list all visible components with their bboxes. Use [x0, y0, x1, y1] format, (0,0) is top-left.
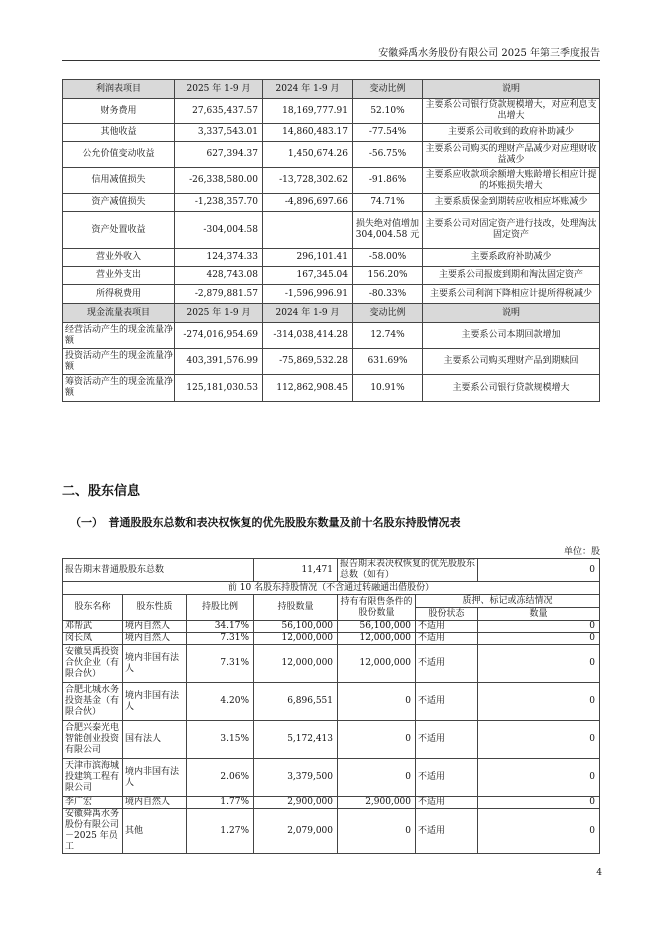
cell-nature: 国有法人 — [123, 721, 187, 759]
page-header: 安徽舜禹水务股份有限公司 2025 年第三季度报告 — [378, 48, 600, 59]
cell-change: -56.75% — [353, 142, 423, 168]
col-header-nature: 股东性质 — [123, 595, 187, 621]
cell-restricted: 0 — [338, 721, 416, 759]
cell-nature: 境内非国有法人 — [123, 645, 187, 683]
cell-name: 闵长凤 — [63, 633, 123, 645]
cell-restricted: 2,900,000 — [338, 797, 416, 809]
cell-item: 财务费用 — [63, 99, 175, 124]
cell-restricted: 12,000,000 — [338, 633, 416, 645]
cell-item: 投资活动产生的现金流量净额 — [63, 349, 175, 375]
cell-note: 主要系公司报废到期和淘汰固定资产 — [423, 267, 600, 285]
cell-qty: 2,900,000 — [254, 797, 338, 809]
cashflow-header-row — [63, 304, 600, 323]
shareholder-row — [63, 683, 600, 721]
subsection-title: （一） 普通股股东总数和表决权恢复的优先股股东数量及前十名股东持股情况表 — [70, 516, 461, 529]
cell-current: -1,238,357.70 — [175, 194, 263, 212]
header-cell-item: 现金流量表项目 — [63, 304, 175, 323]
cell-nature: 境内非国有法人 — [123, 683, 187, 721]
cell-qty: 12,000,000 — [254, 633, 338, 645]
cell-restricted: 0 — [338, 809, 416, 854]
cell-change: -77.54% — [353, 124, 423, 142]
cell-nature: 境内自然人 — [123, 633, 187, 645]
shareholder-row — [63, 633, 600, 645]
shareholder-row — [63, 721, 600, 759]
cell-qty: 56,100,000 — [254, 621, 338, 633]
cell-item: 筹资活动产生的现金流量净额 — [63, 375, 175, 402]
cell-current: -274,016,954.69 — [175, 323, 263, 349]
cell-qty: 5,172,413 — [254, 721, 338, 759]
cell-prior — [263, 212, 353, 249]
cell-note: 主要系公司购买的理财产品减少对应理财收益减少 — [423, 142, 600, 168]
cell-prior: 112,862,908.45 — [263, 375, 353, 402]
cell-restricted: 0 — [338, 683, 416, 721]
header-cell-prior: 2024 年 1-9 月 — [263, 80, 353, 99]
cell-current: 27,635,437.57 — [175, 99, 263, 124]
pref-holders-value: 0 — [478, 559, 600, 582]
page-number: 4 — [596, 868, 602, 878]
cell-note: 主要系公司银行贷款规模增大 — [423, 375, 600, 402]
cell-ratio: 1.77% — [187, 797, 254, 809]
cell-prior: -314,038,414.28 — [263, 323, 353, 349]
cell-ratio: 4.20% — [187, 683, 254, 721]
cell-change: 10.91% — [353, 375, 423, 402]
shareholder-row — [63, 797, 600, 809]
cell-prior: 296,101.41 — [263, 249, 353, 267]
cell-current: 125,181,030.53 — [175, 375, 263, 402]
cell-pledge-qty: 0 — [478, 809, 600, 854]
cell-item: 资产减值损失 — [63, 194, 175, 212]
cell-current: 3,337,543.01 — [175, 124, 263, 142]
cell-qty: 2,079,000 — [254, 809, 338, 854]
total-holders-label: 报告期末普通股股东总数 — [63, 559, 254, 582]
table-row — [63, 194, 600, 212]
cell-nature: 境内非国有法人 — [123, 759, 187, 797]
cell-prior: 14,860,483.17 — [263, 124, 353, 142]
cell-restricted: 56,100,000 — [338, 621, 416, 633]
cell-ratio: 7.31% — [187, 645, 254, 683]
header-cell-note: 说明 — [423, 304, 600, 323]
cell-prior: 18,169,777.91 — [263, 99, 353, 124]
header-cell-change: 变动比例 — [353, 80, 423, 99]
cell-prior: 1,450,674.26 — [263, 142, 353, 168]
cell-restricted: 0 — [338, 759, 416, 797]
table-row — [63, 323, 600, 349]
cell-status: 不适用 — [416, 683, 478, 721]
income-header-row — [63, 80, 600, 99]
cell-current: -26,338,580.00 — [175, 168, 263, 194]
col-header-qty: 持股数量 — [254, 595, 338, 621]
cell-status: 不适用 — [416, 797, 478, 809]
cell-pledge-qty: 0 — [478, 621, 600, 633]
cell-nature: 境内自然人 — [123, 621, 187, 633]
cell-change: 74.71% — [353, 194, 423, 212]
cell-change: 52.10% — [353, 99, 423, 124]
cell-change: -80.33% — [353, 285, 423, 304]
unit-label: 单位：股 — [563, 547, 600, 557]
cell-prior: -1,596,996.91 — [263, 285, 353, 304]
cell-current: -2,879,881.57 — [175, 285, 263, 304]
cell-note: 主要系应收款项余额增大账龄增长相应计提的坏账损失增大 — [423, 168, 600, 194]
header-cell-note: 说明 — [423, 80, 600, 99]
cell-item: 经营活动产生的现金流量净额 — [63, 323, 175, 349]
cell-current: 428,743.08 — [175, 267, 263, 285]
col-header-pledge-qty: 数量 — [478, 608, 600, 621]
cell-change: -91.86% — [353, 168, 423, 194]
cell-restricted: 12,000,000 — [338, 645, 416, 683]
cell-pledge-qty: 0 — [478, 683, 600, 721]
cell-pledge-qty: 0 — [478, 797, 600, 809]
cell-change: -58.00% — [353, 249, 423, 267]
cell-name: 天津市滨海城投建筑工程有限公司 — [63, 759, 123, 797]
cell-name: 李广宏 — [63, 797, 123, 809]
cell-status: 不适用 — [416, 721, 478, 759]
col-header-pledge-status: 股份状态 — [416, 608, 478, 621]
cell-ratio: 7.31% — [187, 633, 254, 645]
table-row — [63, 168, 600, 194]
cell-qty: 3,379,500 — [254, 759, 338, 797]
cell-status: 不适用 — [416, 759, 478, 797]
cell-prior: -4,896,697.66 — [263, 194, 353, 212]
shareholder-row — [63, 759, 600, 797]
cell-item: 其他收益 — [63, 124, 175, 142]
table-row — [63, 267, 600, 285]
col-header-ratio: 持股比例 — [187, 595, 254, 621]
cell-current: 403,391,576.99 — [175, 349, 263, 375]
cell-name: 安徽舜禹水务股份有限公司－2025 年员工 — [63, 809, 123, 854]
cell-current: -304,004.58 — [175, 212, 263, 249]
cell-pledge-qty: 0 — [478, 633, 600, 645]
cell-item: 所得税费用 — [63, 285, 175, 304]
shareholder-row — [63, 621, 600, 633]
cell-nature: 境内自然人 — [123, 797, 187, 809]
table-row — [63, 249, 600, 267]
cell-pledge-qty: 0 — [478, 759, 600, 797]
cell-change: 631.69% — [353, 349, 423, 375]
cell-ratio: 2.06% — [187, 759, 254, 797]
header-cell-current: 2025 年 1-9 月 — [175, 304, 263, 323]
cell-status: 不适用 — [416, 645, 478, 683]
cell-prior: -13,728,302.62 — [263, 168, 353, 194]
cell-current: 627,394.37 — [175, 142, 263, 168]
col-header-name: 股东名称 — [63, 595, 123, 621]
section-title: 二、股东信息 — [62, 484, 141, 499]
table-row — [63, 99, 600, 124]
cell-item: 公允价值变动收益 — [63, 142, 175, 168]
total-holders-value: 11,471 — [254, 559, 338, 582]
cell-status: 不适用 — [416, 621, 478, 633]
cell-note: 主要系公司收到的政府补助减少 — [423, 124, 600, 142]
col-header-pledge-group: 质押、标记或冻结情况 — [416, 595, 600, 608]
income-cashflow-table — [62, 79, 600, 402]
cell-nature: 其他 — [123, 809, 187, 854]
top10-title: 前 10 名股东持股情况（不含通过转融通出借股份） — [63, 582, 600, 595]
cell-note: 主要系政府补助减少 — [423, 249, 600, 267]
cell-name: 合肥兴泰光电智能创业投资有限公司 — [63, 721, 123, 759]
cell-change: 156.20% — [353, 267, 423, 285]
cell-name: 合肥北城水务投资基金（有限合伙） — [63, 683, 123, 721]
shareholder-row — [63, 645, 600, 683]
cell-qty: 6,896,551 — [254, 683, 338, 721]
header-cell-prior: 2024 年 1-9 月 — [263, 304, 353, 323]
table-row — [63, 212, 600, 249]
table-row — [63, 142, 600, 168]
cell-current: 124,374.33 — [175, 249, 263, 267]
cell-note: 主要系公司对固定资产进行技改，处理淘汰固定资产 — [423, 212, 600, 249]
cell-note: 主要系公司本期回款增加 — [423, 323, 600, 349]
header-cell-current: 2025 年 1-9 月 — [175, 80, 263, 99]
table-row — [63, 285, 600, 304]
col-header-restricted: 持有有限售条件的股份数量 — [338, 595, 416, 621]
cell-qty: 12,000,000 — [254, 645, 338, 683]
cell-pledge-qty: 0 — [478, 645, 600, 683]
cell-ratio: 3.15% — [187, 721, 254, 759]
table-row — [63, 349, 600, 375]
table-row — [63, 124, 600, 142]
cell-name: 邓帮武 — [63, 621, 123, 633]
cell-ratio: 1.27% — [187, 809, 254, 854]
cell-item: 营业外收入 — [63, 249, 175, 267]
cell-note: 主要系公司购买理财产品到期赎回 — [423, 349, 600, 375]
cell-prior: -75,869,532.28 — [263, 349, 353, 375]
cell-pledge-qty: 0 — [478, 721, 600, 759]
cell-note: 主要系公司银行贷款规模增大，对应利息支出增大 — [423, 99, 600, 124]
table-row — [63, 375, 600, 402]
pref-holders-label: 报告期末表决权恢复的优先股股东总数（如有） — [338, 559, 478, 582]
cell-prior: 167,345.04 — [263, 267, 353, 285]
cell-note: 主要系质保金到期转应收相应坏账减少 — [423, 194, 600, 212]
cell-note: 主要系公司利润下降相应计提所得税减少 — [423, 285, 600, 304]
header-cell-change: 变动比例 — [353, 304, 423, 323]
cell-status: 不适用 — [416, 633, 478, 645]
cell-item: 营业外支出 — [63, 267, 175, 285]
header-cell-item: 利润表项目 — [63, 80, 175, 99]
cell-status: 不适用 — [416, 809, 478, 854]
shareholder-row — [63, 809, 600, 854]
cell-change: 损失绝对值增加 304,004.58 元 — [353, 212, 423, 249]
cell-change: 12.74% — [353, 323, 423, 349]
cell-ratio: 34.17% — [187, 621, 254, 633]
cell-item: 信用减值损失 — [63, 168, 175, 194]
shareholder-table — [62, 558, 600, 854]
cell-name: 安徽昊禹投资合伙企业（有限合伙） — [63, 645, 123, 683]
header-divider — [62, 60, 600, 61]
cell-item: 资产处置收益 — [63, 212, 175, 249]
